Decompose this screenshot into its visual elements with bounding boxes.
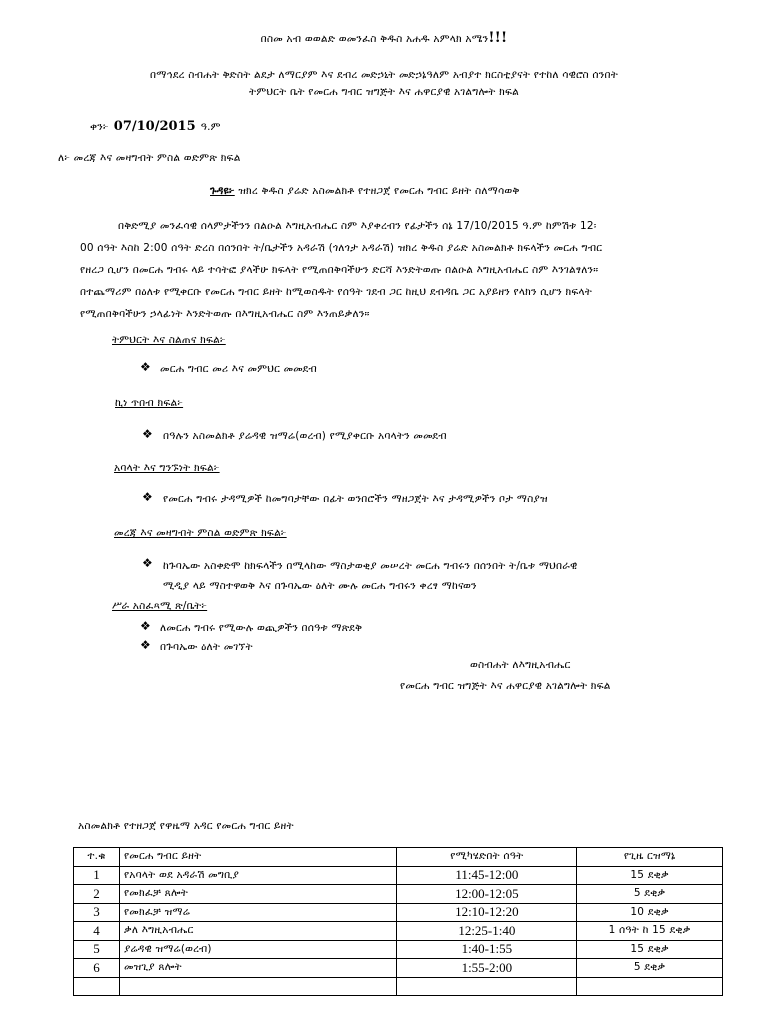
invocation-line bbox=[0, 30, 768, 46]
row-number: 5 bbox=[74, 940, 120, 959]
row-duration: 10 ደቂቃ bbox=[577, 903, 723, 922]
row-number: 3 bbox=[74, 903, 120, 922]
section-item: መርሐ ግብር መሪ እና መምህር መመደብ bbox=[160, 363, 317, 375]
bullet-icon: ❖ bbox=[142, 427, 153, 441]
section-heading-arts: ኪነ ጥበብ ክፍል፦ bbox=[115, 397, 184, 409]
table-row bbox=[74, 940, 723, 959]
date-line bbox=[90, 115, 221, 134]
schedule-table bbox=[73, 847, 723, 996]
row-number: 2 bbox=[74, 885, 120, 904]
subject-line bbox=[210, 185, 520, 198]
header-cell: የመርሐ ግብር ይዘት bbox=[119, 848, 397, 867]
body-line: በተጨማሪም በዕለቱ የሚቀርቡ የመርሐ ግብር ይዘት ከሚወስዱት የሰዓት ገደብ ጋር ከዚህ ደብዳቤ ጋር አያይዘን የላክን ሲሆን ክፍላት bbox=[80, 286, 593, 298]
section-item: ሚዲያ ላይ ማስተዋወቅ እና በጉባኤው ዕለት ሙሉ መርሐ ግብሩን ቀረፃ ማከናወን bbox=[163, 580, 477, 592]
table-row bbox=[74, 922, 723, 941]
row-time bbox=[397, 977, 577, 996]
row-number: 6 bbox=[74, 959, 120, 978]
section-item: ከጉባኤው አስቀድሞ ከክፍላችን በሚላከው ማስታወቂያ መሠረት መርሐ ግብሩን በሰንበት ት/ቤቱ ማህበራዊ bbox=[163, 560, 578, 572]
section-heading-education: ትምህርት እና ስልጠና ክፍል፦ bbox=[112, 334, 226, 346]
header-cell: ተ.ቁ bbox=[74, 848, 120, 867]
table-row bbox=[74, 903, 723, 922]
row-content: ቃለ እግዚአብሔር bbox=[119, 922, 397, 941]
bullet-icon: ❖ bbox=[142, 556, 153, 570]
body-line: በቅድሚያ መንፈሳዊ ሰላምታችንን በልዑል እግዚአብሔር ስም እያቀረብን የፊታችን ሰኔ 17/10/2015 ዓ.ም ከምሽቱ 12፡ bbox=[118, 220, 597, 232]
row-time: 1:40-1:55 bbox=[397, 940, 577, 959]
bullet-icon: ❖ bbox=[140, 360, 151, 374]
row-number: 4 bbox=[74, 922, 120, 941]
subject-text: ዝክረ ቅዱስ ያሬድ አስመልክቶ የተዘጋጀ የመርሐ ግብር ይዘት ስለማሳወቅ bbox=[238, 185, 520, 197]
table-header-row bbox=[74, 848, 723, 867]
section-item: የመርሐ ግብሩ ታዳሚዎች ከመግባታቸው በፊት ወንበሮችን ማዘጋጀት እና ታዳሚዎችን ቦታ ማስያዝ bbox=[163, 493, 548, 505]
section-heading-members: አባላት እና ግንኙነት ክፍል፦ bbox=[114, 462, 220, 474]
body-line: የዘረጋ ሲሆን በመርሐ ግብሩ ላይ ተሳትፎ ያላችሁ ክፍላት የሚጠበቅባችሁን ድርሻ እንድትወጡ በልዑል እግዚአብሔር ስም እንገልፃለን። bbox=[80, 264, 599, 276]
schedule-title: አስመልክቶ የተዘጋጀ የዋዜማ አዳር የመርሐ ግብር ይዘት bbox=[78, 820, 294, 832]
table-row bbox=[74, 866, 723, 885]
table-row bbox=[74, 885, 723, 904]
section-heading-media: መረጃ እና መዛግብት ምስል ወድምጽ ክፍል፦ bbox=[114, 527, 287, 539]
row-number bbox=[74, 977, 120, 996]
row-content: የአባላት ወደ አዳራሽ መግቢያ bbox=[119, 866, 397, 885]
date-label: ቀን፦ bbox=[90, 121, 109, 133]
header-cell: የሚካሄድበት ሰዓት bbox=[397, 848, 577, 867]
row-content: መዝጊያ ጸሎት bbox=[119, 959, 397, 978]
row-content: የመክፈቻ ዝማሬ bbox=[119, 903, 397, 922]
date-value: 07/10/2015 bbox=[113, 119, 196, 134]
invocation-marks: !!! bbox=[488, 30, 508, 46]
org-line-2: ትምህርት ቤት የመርሐ ግብር ዝግጅት እና ሐዋርያዊ አገልግሎት ክፍል bbox=[249, 86, 519, 98]
date-suffix: ዓ.ም bbox=[200, 121, 221, 133]
row-time: 12:00-12:05 bbox=[397, 885, 577, 904]
subject-label: ጉዳዩ፦ bbox=[210, 185, 235, 197]
section-item: ለመርሐ ግብሩ የሚውሉ ወጪዎችን በሰዓቱ ማጽደቅ bbox=[160, 622, 363, 634]
row-duration: 1 ሰዓት ከ 15 ደቂቃ bbox=[577, 922, 723, 941]
row-duration: 5 ደቂቃ bbox=[577, 959, 723, 978]
section-item: በዓሉን አስመልክቶ ያሬዳዊ ዝማሬ(ወረብ) የሚያቀርቡ አባላትን መመደብ bbox=[163, 430, 447, 442]
section-heading-executive: ሥራ አስፈጻሚ ጽ/ቤት፦ bbox=[112, 600, 208, 612]
row-time: 1:55-2:00 bbox=[397, 959, 577, 978]
addressee: ለ፦ መረጃ እና መዛግብት ምስል ወድምጽ ክፍል bbox=[58, 152, 241, 164]
bullet-icon: ❖ bbox=[140, 619, 151, 633]
bullet-icon: ❖ bbox=[140, 638, 151, 652]
invocation-text: በስመ አብ ወወልድ ወመንፈስ ቅዱስ አሐዱ አምላክ አሜን bbox=[260, 33, 489, 45]
row-content: የመክፈቻ ጸሎት bbox=[119, 885, 397, 904]
table-row bbox=[74, 959, 723, 978]
row-duration: 15 ደቂቃ bbox=[577, 866, 723, 885]
row-duration: 5 ደቂቃ bbox=[577, 885, 723, 904]
header-cell: የጊዜ ርዝማኔ bbox=[577, 848, 723, 867]
body-line: የሚጠበቅባችሁን ኃላፊነት እንድትወጡ በእግዚአብሔር ስም እንጠይቃለን። bbox=[80, 308, 370, 320]
bullet-icon: ❖ bbox=[142, 490, 153, 504]
row-duration bbox=[577, 977, 723, 996]
org-line-1: በማኅደረ ስብሐት ቅድስት ልደታ ለማርያም እና ደብረ መድኃኒት መድኃኔዓለም አብያተ ክርስቲያናት የተከለ ሳዊሮስ ሰንበት bbox=[150, 69, 618, 81]
body-line: 00 ሰዓት እስከ 2:00 ሰዓት ድረስ በሰንበት ት/ቤታችን አዳራሽ (ጎለጎታ አዳራሽ) ዝክረ ቅዱስ ያሬድ አስመልክቶ ክፍላችን መርሐ ግብር bbox=[80, 242, 603, 254]
table-row-empty bbox=[74, 977, 723, 996]
row-time: 12:10-12:20 bbox=[397, 903, 577, 922]
row-duration: 15 ደቂቃ bbox=[577, 940, 723, 959]
row-content bbox=[119, 977, 397, 996]
section-item: በጉባኤው ዕለት መገኘት bbox=[160, 641, 253, 653]
closing-line-2: የመርሐ ግብር ዝግጅት እና ሐዋርያዊ አገልግሎት ክፍል bbox=[400, 680, 611, 692]
row-content: ያሬዳዊ ዝማሬ(ወረብ) bbox=[119, 940, 397, 959]
row-number: 1 bbox=[74, 866, 120, 885]
row-time: 12:25-1:40 bbox=[397, 922, 577, 941]
row-time: 11:45-12:00 bbox=[397, 866, 577, 885]
closing-line-1: ወስብሐት ለእግዚአብሔር bbox=[470, 659, 571, 671]
